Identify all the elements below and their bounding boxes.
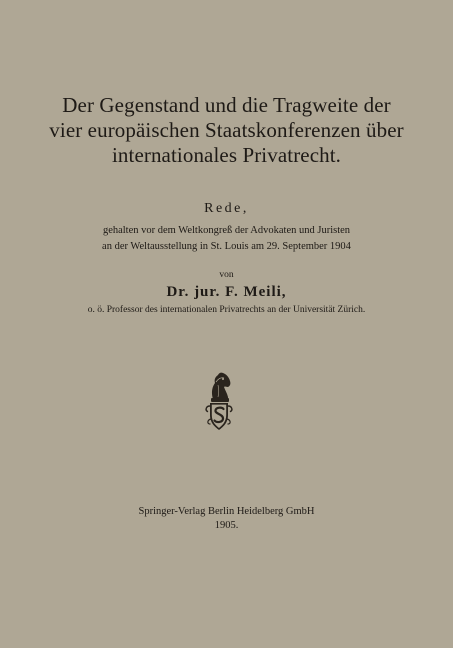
subtitle-line-1: gehalten vor dem Weltkongreß der Advokaten und Juristen [102,225,351,236]
author-affiliation: o. ö. Professor des internationalen Privatrechts an der Universität Zürich. [87,305,366,315]
springer-knight-emblem-icon [199,369,239,435]
subtitle-heading: Rede, [204,201,249,216]
author-name: Dr. jur. F. Meili, [166,284,287,300]
publisher-name: Springer-Verlag Berlin Heidelberg GmbH [138,506,315,517]
title-line-3: internationales Privatrecht. [111,143,342,167]
subtitle-line-2: an der Weltausstellung in St. Louis am 29. September 1904 [102,241,351,252]
publication-year: 1905. [214,520,239,531]
title-line-2: vier europäischen Staatskonferenzen über [49,118,404,142]
title-line-1: Der Gegenstand und die Tragweite der [62,93,391,117]
byline-von: von [219,270,234,280]
